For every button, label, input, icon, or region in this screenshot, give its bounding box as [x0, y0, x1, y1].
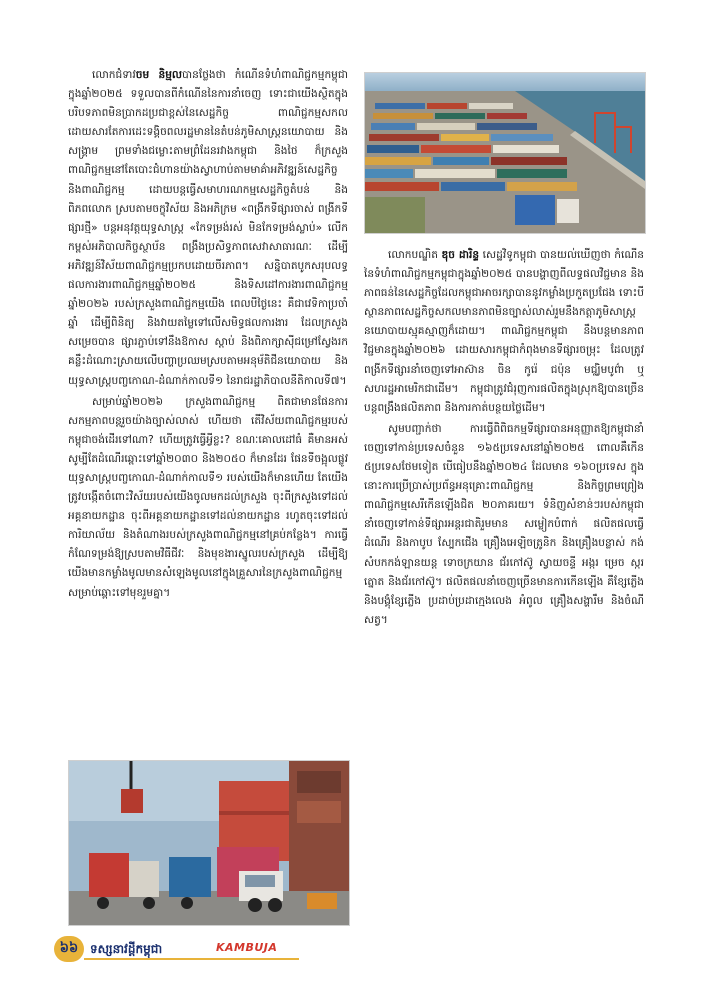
container-truck-photo	[68, 760, 350, 926]
truck-illustration	[69, 761, 349, 925]
speaker-name-1: ចម និម្មល	[135, 69, 183, 81]
page-footer	[54, 936, 284, 962]
left-column	[68, 66, 348, 605]
paragraph-3: លោកបណ្ឌិត ឌុច ដារិន្ទ សេដ្ឋវិទូកម្ពុជា បានយល់ឃើញថា កំណើននៃទំហំពាណិជ្ជកម្មកម្ពុជាក្នុងឆ្នាំ២០២៥ បានបង្ហាញពីលទ្ធផលវិជ្ជមាន និងភាពធន់នៃសេដ្ឋកិច្ចដែលកម្ពុជាអាចរក្សាបាននូវកម្លាំងប្រកួតប្រជែង ទោះបីស្ថានភាពសេដ្ឋកិច្ចសកលមានភាពមិនច្បាស់លាស់រួមនឹងកត្តាភូមិសាស្ត្រនយោបាយស្មុគស្មាញក៏ដោយ។ ពាណិជ្ជកម្មកម្ពុជា នឹងបន្តមានភាពវិជ្ជមានក្នុងឆ្នាំ២០២៦ ដោយសារកម្ពុជាកំពុងមានទីផ្សារចម្រុះ ដែលត្រូវពង្រីកទីផ្សារនាំចេញទៅអាស៊ាន ចិន កូរ៉េ ជប៉ុន មជ្ឈិមបូព៌ា ឬសហរដ្ឋអាមេរិកជាដើម។ កម្ពុជាត្រូវជំរុញការផលិតក្នុងស្រុកឱ្យបានច្រើន បន្តពង្រឹងផលិតភាព និងការកាត់បន្ថយថ្លៃដើម។	[364, 249, 644, 414]
magazine-brand: KAMBUJA	[216, 941, 278, 954]
right-column	[364, 246, 644, 632]
paragraph-2: សម្រាប់ឆ្នាំ២០២៦ ក្រសួងពាណិជ្ជកម្ម ពិតជាមានផែនការសកម្មភាពបន្តរួចយ៉ាងច្បាស់លាស់ ហើយថា តើវិស័យពាណិជ្ជកម្មរបស់កម្ពុជាចង់ដើរទៅណា? ហើយត្រូវធ្វើអ្វីខ្លះ? ខណៈគោលដៅធំ គឺមានអស់ សូម្បីតែដំណើរឆ្ពោះទៅឆ្នាំ២០៣០ និង២០៥០ ក៏មានដែរ ផែនទីចង្អុលផ្លូវយុទ្ធសាស្ត្របញ្ចកោណ-ដំណាក់កាលទី១ របស់យើងក៏មានហើយ តែយើងត្រូវបង្កើតចំពោះវិស័យរបស់យើងចូលមកដល់ក្រសួង ចុះពីក្រសួងទៅដល់អគ្គនាយកដ្ឋាន ចុះពីអគ្គនាយកដ្ឋានទៅដល់នាយកដ្ឋាន រហូតចុះទៅដល់ការិយាល័យ និងតំណាងរបស់ក្រសួងពាណិជ្ជកម្មនៅគ្រប់កន្លែង។ ការធ្វើកំណែទម្រង់ឱ្យស្របតាមវិធីជីវៈ និងមុខងារស្នូលរបស់ក្រសួង ដើម្បីឱ្យយើងមានកម្លាំងមូលមានសំឡេងមូលនៅក្នុងគ្រួសារនៃក្រសួងពាណិជ្ជកម្មសម្រាប់ឆ្ពោះទៅមុខរួមគ្នា។	[68, 395, 348, 599]
page-number: ៦៦	[54, 936, 84, 962]
magazine-name: ទស្សនាវដ្ដីកម្ពុជា	[90, 942, 163, 956]
port-aerial-photo	[364, 72, 646, 234]
footer-divider	[84, 958, 299, 960]
port-illustration	[365, 73, 645, 233]
paragraph-4: សូមបញ្ជាក់ថា ការធ្វើពិពិធកម្មទីផ្សារបានអនុញ្ញាតឱ្យកម្ពុជានាំចេញទៅកាន់ប្រទេសចំនួន ១៦៥ប្រទេសនៅឆ្នាំ២០២៥ ពោលគឺកើន ៥ប្រទេសថែមទៀត បើធៀបនឹងឆ្នាំ២០២៤ ដែលមាន ១៦០ប្រទេស ក្នុងនោះការប្រើប្រាស់ប្រព័ន្ធអនុគ្រោះពាណិជ្ជកម្ម និងកិច្ចព្រមព្រៀងពាណិជ្ជកម្មសេរីកើនឡើងជិត ២០ភាគរយ។ ទំនិញសំខាន់ៗរបស់កម្ពុជានាំចេញទៅកាន់ទីផ្សារអន្តរជាតិរួមមាន សម្លៀកបំពាក់ ផលិតផលធ្វើដំណើរ និងកាបូប ស្បែកជើង គ្រឿងអេឡិចត្រូនិក និងគ្រឿងបន្លាស់ កង់ សំបកកង់ឡានយន្ត ទោចក្រយាន ជ័រកៅស៊ូ ស្វាយចន្ទី អង្ករ ម្រេច ស្ករត្នោត និងជ័រកៅស៊ូ។ ផលិតផលនាំចេញច្រើនមានការកើនឡើង គឺខ្សែភ្លើង និងបង្គុំខ្សែភ្លើង ប្រដាប់ប្រដាក្មេងលេង អំពូល គ្រឿងសង្ហារឹម និងចំណីសត្វ។	[364, 422, 644, 626]
paragraph-1: លោកជំទាវចម និម្មលបានថ្លែងថា កំណើនទំហំពាណិជ្ជកម្មកម្ពុជាក្នុងឆ្នាំ២០២៥ ទទួលបានពីកំណើននៃការនាំចេញ ទោះជាយើងស្ថិតក្នុងបរិបទភាពមិនប្រាកដប្រជាខ្ពស់នៃសេដ្ឋកិច្ច ពាណិជ្ជកម្មសកល ដោយសារតែការដេះទង្គិចពលរដ្ឋមាននៃតំបន់ភូមិសាស្ត្រនយោបាយ និងសង្គ្រាម ព្រមទាំងជម្លោះតាមព្រំដែនរវាងកម្ពុជា និងថៃ ក៏ក្រសួងពាណិជ្ជកម្មនៅតែបោះជំហានយ៉ាងស្វាហាប់តាមមាគ៌ាអភិវឌ្ឍន៍សេដ្ឋកិច្ច និងពាណិជ្ជកម្ម ដោយបន្តធ្វើសមាហរណកម្មសេដ្ឋកិច្ចតំបន់ និងពិភពលោក ស្របតាមចក្ខុវិស័យ និងអភិក្រម «ពង្រីកទីផ្សារចាស់ ពង្រីកទីផ្សារថ្មី» បន្តអនុវត្តយុទ្ធសាស្ត្រ «កែទម្រង់រស់ មិនកែទម្រង់ស្លាប់» លើកកម្ពស់អភិបាលកិច្ចស្ថាប័ន ពង្រឹងប្រសិទ្ធភាពសេវាសាធារណៈ ដើម្បីអភិវឌ្ឍន៍វិស័យពាណិជ្ជកម្មប្រកបដោយចីរភាព។ សន្និបាតបូកសរុបលទ្ធផលការងារពាណិជ្ជកម្មឆ្នាំ២០២៥ និងទិសដៅការងារពាណិជ្ជកម្មឆ្នាំ២០២៦ របស់ក្រសួងពាណិជ្ជកម្មយើង ពេលបីថ្ងៃនេះ គឺជាវេទិកាប្រចាំឆ្នាំ ដើម្បីពិនិត្យ និងវាយតម្លៃទៅលើសមិទ្ធផលការងារ ដែលក្រសួងសម្រេចបាន ផ្សារភ្ជាប់ទៅនឹងឱកាស ស្តាប់ និងពិភាក្សាស៊ីជម្រៅស្វែងរកគន្លឹះដំណោះស្រាយលើបញ្ហាប្រឈមស្របតាមអនុម័តិជីនយោបាយ និងយុទ្ធសាស្ត្របញ្ចកោណ-ដំណាក់កាលទី១ នៃរាជរដ្ឋាភិបាលនីតិកាលទី៧។	[68, 69, 348, 387]
speaker-name-2: ឌុច ដារិន្ទ	[441, 249, 480, 261]
